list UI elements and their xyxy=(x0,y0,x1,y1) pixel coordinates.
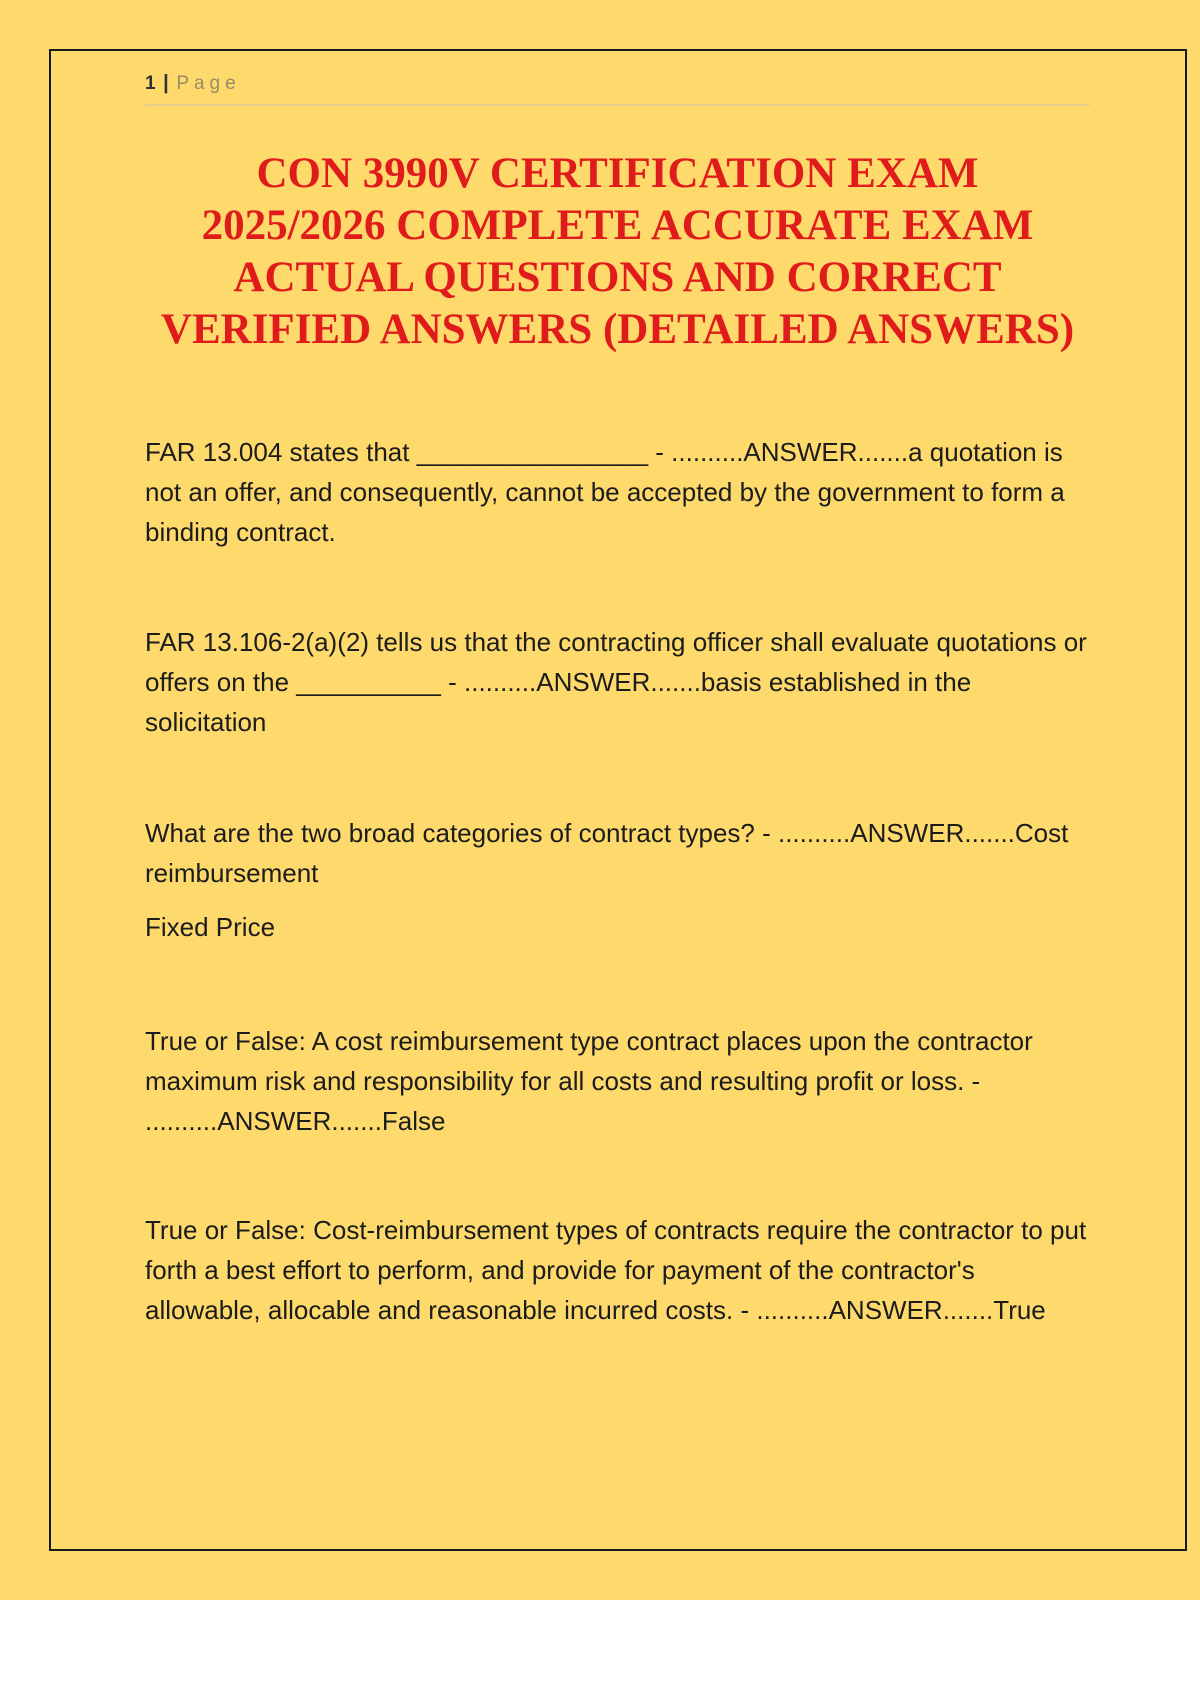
title-line: ACTUAL QUESTIONS AND CORRECT xyxy=(233,254,1002,301)
header-separator: | xyxy=(163,72,169,94)
page-number: 1 xyxy=(145,73,156,94)
qa-item-4: True or False: A cost reimbursement type contract places upon the contractor maximum risk and responsibility for all costs and resulting profit or loss. - ..........ANSWER.......False xyxy=(145,1026,1033,1136)
title-line: CON 3990V CERTIFICATION EXAM xyxy=(256,150,979,197)
page-label: Page xyxy=(176,73,241,94)
document-title xyxy=(100,148,1135,356)
qa-item-5: True or False: Cost-reimbursement types of contracts require the contractor to put forth a best effort to perform, and provide for payment of the contractor's allowable, allocable and reasonable incurred costs. - ..........ANSWER.......True xyxy=(145,1215,1087,1325)
qa-item-3-extra: Fixed Price xyxy=(145,912,276,942)
title-line: 2025/2026 COMPLETE ACCURATE EXAM xyxy=(201,202,1034,249)
qa-item-3: What are the two broad categories of contract types? - ..........ANSWER.......Cost reimbursement xyxy=(145,818,1069,888)
qa-item-2: FAR 13.106-2(a)(2) tells us that the contracting officer shall evaluate quotations or offers on the __________ - ..........ANSWER.......basis established in the solicitation xyxy=(145,627,1087,737)
page-header xyxy=(145,72,1090,106)
title-line: VERIFIED ANSWERS (DETAILED ANSWERS) xyxy=(160,306,1075,353)
qa-item-1: FAR 13.004 states that ________________ - ..........ANSWER.......a quotation is not an offer, and consequently, cannot be accepted by the government to form a binding contract. xyxy=(145,437,1065,547)
